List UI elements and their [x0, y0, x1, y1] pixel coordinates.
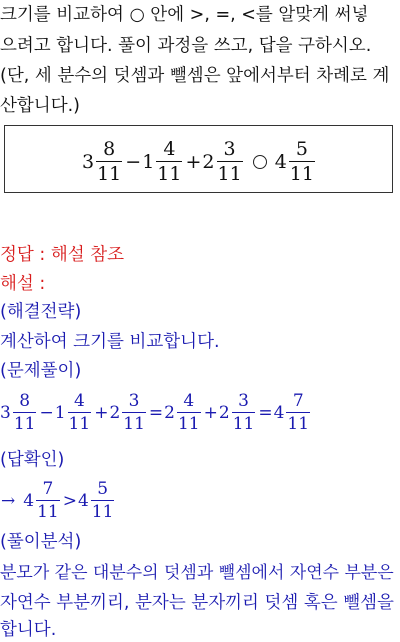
sol-d-whole: 2 [164, 403, 175, 423]
minus-sign: − [125, 151, 142, 173]
term-4-numerator: 5 [295, 138, 308, 160]
sol-d-numerator: 4 [183, 391, 195, 411]
minus-sign: − [39, 403, 54, 423]
question-line-3: (단, 세 분수의 덧셈과 뺄셈은 앞에서부터 차례로 계 [0, 66, 390, 86]
check-g-numerator: 7 [42, 479, 54, 499]
check-g-denominator: 11 [37, 502, 59, 522]
sol-a-denominator: 11 [13, 414, 36, 434]
check-h-whole: 4 [77, 491, 89, 511]
equals-sign: = [258, 403, 273, 423]
sol-d-fraction [177, 393, 201, 433]
sol-b-fraction [68, 393, 92, 433]
plus-sign: + [203, 403, 218, 423]
explanation-title: 해설 : [0, 274, 46, 294]
sol-c-numerator: 3 [128, 391, 140, 411]
check-h-fraction [91, 481, 115, 521]
term-4-denominator: 11 [289, 163, 314, 185]
question-line-2: 으려고 합니다. 풀이 과정을 쓰고, 답을 구하시오. [0, 36, 372, 56]
plus-sign: + [185, 151, 202, 173]
term-3-fraction [217, 140, 243, 184]
sol-a-whole: 3 [0, 403, 11, 423]
sol-d-denominator: 11 [177, 414, 200, 434]
check-heading: (답확인) [0, 450, 65, 470]
check-g-whole: 4 [23, 491, 35, 511]
answer-label: 정답 : 해설 참조 [0, 245, 125, 265]
sol-c-whole: 2 [109, 403, 121, 423]
question-line-4: 산합니다.) [0, 96, 81, 116]
strategy-text: 계산하여 크기를 비교합니다. [0, 332, 220, 352]
sol-f-whole: 4 [273, 403, 285, 423]
sol-b-numerator: 4 [73, 391, 85, 411]
sol-e-fraction [232, 393, 256, 433]
check-g-fraction [36, 481, 60, 521]
solution-equation [0, 393, 312, 433]
question-line-1: 크기를 비교하여 ○ 안에 >, =, <를 알맞게 써넣 [0, 5, 369, 25]
sol-e-whole: 2 [218, 403, 230, 423]
sol-a-fraction [13, 393, 37, 433]
term-2-fraction [156, 140, 182, 184]
sol-f-numerator: 7 [292, 391, 304, 411]
sol-f-fraction [286, 393, 310, 433]
term-4-whole: 4 [274, 151, 287, 173]
term-2-denominator: 11 [157, 163, 182, 185]
term-2-numerator: 4 [163, 138, 176, 160]
expression [82, 140, 317, 184]
equals-sign: = [148, 403, 164, 423]
check-h-denominator: 11 [91, 502, 114, 522]
greater-than-sign: > [62, 491, 77, 511]
comparison-circle [253, 155, 267, 169]
sol-b-whole: 1 [54, 403, 66, 423]
term-1-denominator: 11 [97, 163, 122, 185]
sol-f-denominator: 11 [287, 414, 310, 434]
check-h-numerator: 5 [97, 479, 109, 499]
term-1-whole: 3 [82, 151, 95, 173]
term-1-numerator: 8 [103, 138, 116, 160]
sol-c-fraction [122, 393, 146, 433]
term-4-fraction [289, 140, 315, 184]
term-2-whole: 1 [142, 151, 155, 173]
sol-a-numerator: 8 [19, 391, 31, 411]
sol-e-denominator: 11 [232, 414, 255, 434]
analysis-heading: (풀이분석) [0, 532, 82, 552]
analysis-line-1: 분모가 같은 대분수의 덧셈과 뺄셈에서 자연수 부분은 [0, 563, 394, 583]
term-3-numerator: 3 [223, 138, 236, 160]
check-expression [0, 481, 116, 521]
sol-b-denominator: 11 [68, 414, 91, 434]
arrow-icon: → [1, 491, 16, 511]
analysis-line-2: 자연수 부분끼리, 분자는 분자끼리 덧셈 혹은 뺄셈을 [0, 593, 394, 613]
term-1-fraction [96, 140, 122, 184]
strategy-heading: (해결전략) [0, 302, 82, 322]
plus-sign: + [94, 403, 109, 423]
sol-c-denominator: 11 [123, 414, 145, 434]
analysis-line-3: 합니다. [0, 620, 57, 640]
sol-e-numerator: 3 [238, 391, 249, 411]
solution-heading: (문제풀이) [0, 361, 82, 381]
term-3-denominator: 11 [217, 163, 242, 185]
term-3-whole: 2 [202, 151, 215, 173]
